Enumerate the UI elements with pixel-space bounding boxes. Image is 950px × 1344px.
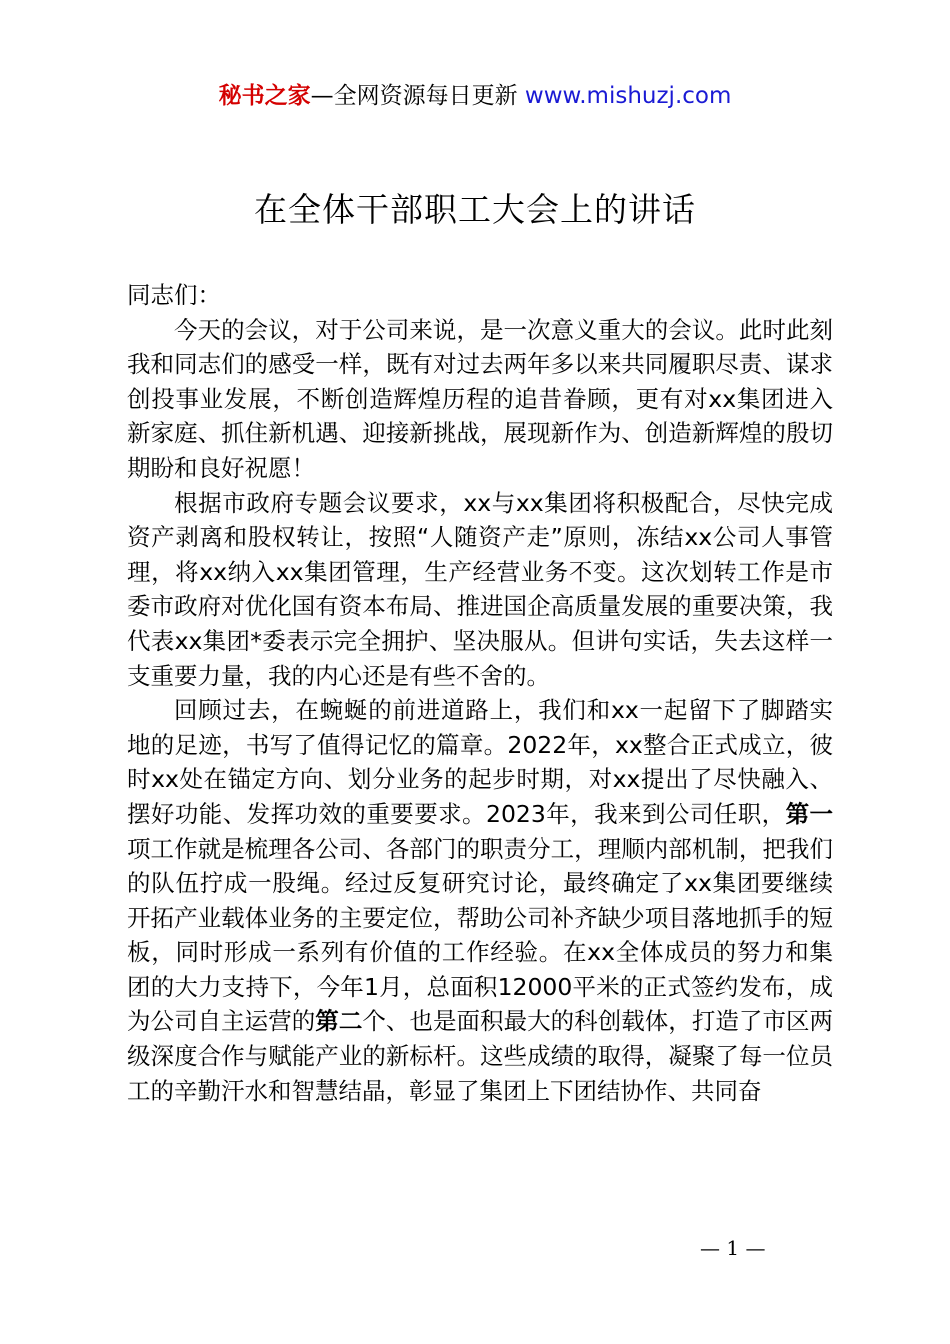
emphasis-second: 第二 xyxy=(315,1007,363,1036)
paragraph-2: 根据市政府专题会议要求，xx与xx集团将积极配合，尽快完成资产剥离和股权转让，按照“人随资产走”原则，冻结xx公司人事管理，将xx纳入xx集团管理，生产经营业务不变。这次划转工作是市委市政府对优化国有资本布局、推进国企高质量发展的重要决策，我代表xx集团*委表示完全拥护、坚决服从。但讲句实话，失去这样一支重要力量，我的内心还是有些不舍的。 xyxy=(127,488,833,690)
site-header xyxy=(0,80,950,112)
emphasis-first: 第一 xyxy=(785,799,833,828)
brand-name: 秘书之家 xyxy=(218,83,311,109)
salutation: 同志们： xyxy=(127,281,221,309)
site-url[interactable]: www.mishuzj.com xyxy=(524,83,732,109)
page-number: — 1 — xyxy=(700,1236,766,1260)
paragraph-3 xyxy=(127,693,833,1108)
document-body xyxy=(127,278,833,1108)
paragraph-3-part-a: 回顾过去，在蜿蜒的前进道路上，我们和xx一起留下了脚踏实地的足迹，书写了值得记忆的篇章。2022年，xx整合正式成立，彼时xx处在锚定方向、划分业务的起步时期，对xx提出了尽快融入、摆好功能、发挥功效的重要要求。2023年，我来到公司任职， xyxy=(127,696,833,828)
document-title: 在全体干部职工大会上的讲话 xyxy=(254,190,696,229)
paragraph-3-part-c: 个、也是面积最大的科创载体，打造了市区两级深度合作与赋能产业的新标杆。这些成绩的取得，凝聚了每一位员工的辛勤汗水和智慧结晶，彰显了集团上下团结协作、共同奋 xyxy=(127,1007,834,1105)
header-tagline: —全网资源每日更新 xyxy=(310,83,525,109)
paragraph-3-part-b: 项工作就是梳理各公司、各部门的职责分工，理顺内部机制，把我们的队伍拧成一股绳。经过反复研究讨论，最终确定了xx集团要继续开拓产业载体业务的主要定位，帮助公司补齐缺少项目落地抓手的短板，同时形成一系列有价值的工作经验。在xx全体成员的努力和集团的大力支持下，今年1月，总面积12000平米的正式签约发布，成为公司自主运营的 xyxy=(127,834,833,1036)
paragraph-1: 今天的会议，对于公司来说，是一次意义重大的会议。此时此刻我和同志们的感受一样，既有对过去两年多以来共同履职尽责、谋求创投事业发展，不断创造辉煌历程的追昔眷顾，更有对xx集团进入新家庭、抓住新机遇、迎接新挑战，展现新作为、创造新辉煌的殷切期盼和良好祝愿！ xyxy=(127,315,833,482)
